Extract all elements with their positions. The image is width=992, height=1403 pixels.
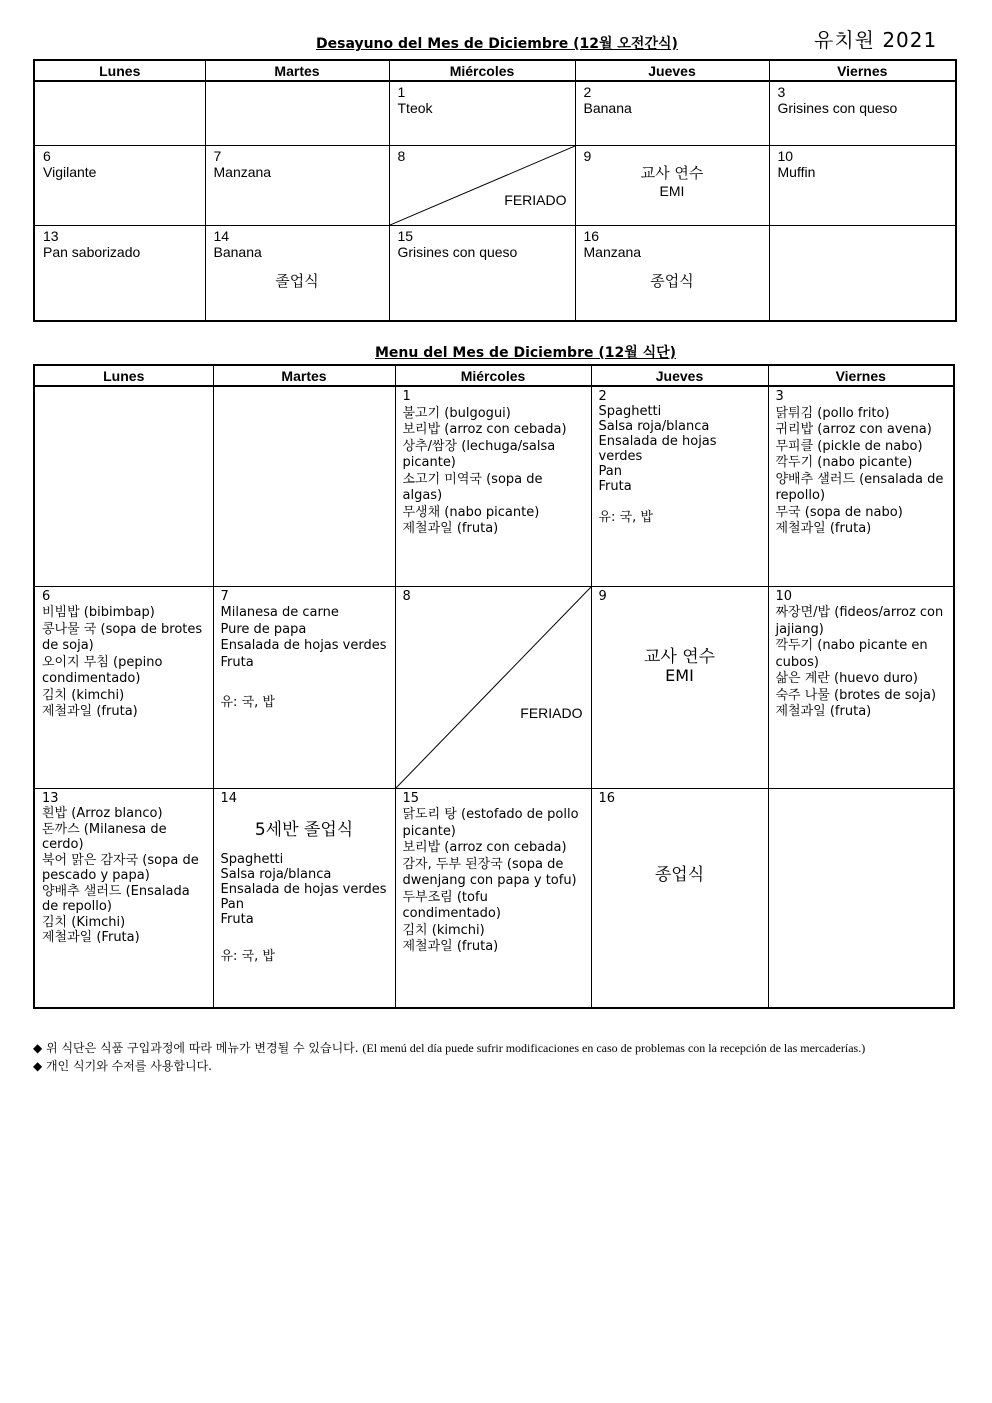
note-menu-change-ko: ◆ 위 식단은 식품 구입과정에 따라 메뉴가 변경될 수 있습니다. <box>33 1041 359 1055</box>
breakfast-cell-dec-10 <box>769 145 956 225</box>
header-miercoles: Miércoles <box>395 365 591 386</box>
day-number: 8 <box>397 147 406 164</box>
note-menu-change <box>33 1039 933 1057</box>
breakfast-item: Manzana <box>213 163 272 180</box>
day-number: 10 <box>777 147 794 164</box>
teacher-training-label: 교사 연수 <box>640 163 704 182</box>
header-jueves: Jueves <box>591 365 768 386</box>
menu-item: 제철과일 (fruta) <box>402 521 499 536</box>
menu-item: 무국 (sopa de nabo) <box>775 504 903 520</box>
menu-item: 보리밥 (arroz con cebada) <box>402 840 567 855</box>
menu-item: 삶은 계란 (huevo duro) <box>775 671 918 686</box>
day-number: 13 <box>43 227 59 244</box>
breakfast-week-1 <box>34 81 956 145</box>
header-viernes: Viernes <box>769 60 956 81</box>
kinder-note: 유: 국, 밥 <box>598 510 653 525</box>
menu-item: 오이지 무침 (pepino condimentado) <box>42 654 163 686</box>
menu-item: 닭튀김 (pollo frito) <box>775 405 890 421</box>
breakfast-cell-dec-3 <box>769 81 956 145</box>
kinder-note: 유: 국, 밥 <box>220 695 275 710</box>
menu-cell-dec-16 <box>591 788 768 1008</box>
menu-item: 비빔밥 (bibimbap) <box>42 605 155 620</box>
breakfast-week-2 <box>34 145 956 225</box>
menu-table <box>33 364 955 1009</box>
day-number: 9 <box>583 147 592 164</box>
breakfast-item: Manzana <box>583 243 642 260</box>
breakfast-table <box>33 59 957 322</box>
menu-item: 흰밥 (Arroz blanco) <box>42 806 163 821</box>
header-miercoles: Miércoles <box>389 60 575 81</box>
holiday-label: FERIADO <box>520 704 583 721</box>
day-number: 8 <box>402 588 411 604</box>
menu-item: 소고기 미역국 (sopa de algas) <box>402 471 543 503</box>
menu-cell-dec-10 <box>768 586 954 788</box>
menu-item: 제철과일 (fruta) <box>402 939 499 954</box>
menu-item: Salsa roja/blanca <box>220 866 332 882</box>
breakfast-cell-dec-13 <box>34 225 205 321</box>
menu-cell-dec-15 <box>395 788 591 1008</box>
breakfast-header-row <box>34 60 956 81</box>
breakfast-cell-empty <box>769 225 956 321</box>
menu-cell-dec-1 <box>395 386 591 586</box>
menu-item: 보리밥 (arroz con cebada) <box>402 422 567 437</box>
menu-cell-dec-14 <box>213 788 395 1008</box>
menu-title: Menu del Mes de Diciembre (12월 식단) <box>375 345 677 361</box>
day-number: 13 <box>42 790 59 806</box>
day-number: 1 <box>402 389 411 404</box>
header-viernes: Viernes <box>768 365 954 386</box>
day-number: 14 <box>213 227 230 244</box>
day-number: 6 <box>42 588 51 604</box>
menu-item: Pan <box>598 464 622 479</box>
menu-item: Milanesa de carne <box>220 605 339 620</box>
breakfast-item: Grisines con queso <box>397 243 518 260</box>
day-number: 15 <box>397 227 414 244</box>
menu-item: 제철과일 (fruta) <box>775 704 872 719</box>
menu-item: 양배추 샐러드 (ensalada de repollo) <box>775 471 944 503</box>
menu-item: 숙주 나물 (brotes de soja) <box>775 687 937 703</box>
menu-cell-dec-3 <box>768 386 954 586</box>
holiday-label: FERIADO <box>504 191 567 208</box>
breakfast-cell-dec-16 <box>575 225 769 321</box>
menu-item: 제철과일 (fruta) <box>42 704 138 719</box>
menu-item: Ensalada de hojas verdes <box>598 434 717 464</box>
day-number: 2 <box>598 389 607 404</box>
menu-item: 제철과일 (Fruta) <box>42 930 140 945</box>
closing-ceremony-label: 종업식 <box>654 865 705 885</box>
kindergarten-brand: 유치원 2021 <box>814 28 938 52</box>
menu-cell-empty <box>213 386 395 586</box>
breakfast-cell-dec-1 <box>389 81 575 145</box>
menu-item: 짜장면/밥 (fideos/arroz con jajiang) <box>775 605 944 637</box>
breakfast-cell-dec-2 <box>575 81 769 145</box>
emi-label: EMI <box>659 182 685 199</box>
menu-week-2 <box>34 586 954 788</box>
menu-item: 무생채 (nabo picante) <box>402 504 540 520</box>
header-martes: Martes <box>213 365 395 386</box>
menu-item: 무피클 (pickle de nabo) <box>775 438 923 454</box>
menu-item: 귀리밥 (arroz con avena) <box>775 422 932 437</box>
menu-header-row <box>34 365 954 386</box>
note-utensils: ◆ 개인 식기와 수저를 사용합니다. <box>33 1059 212 1073</box>
breakfast-item: Grisines con queso <box>777 100 898 116</box>
menu-item: Fruta <box>220 654 254 670</box>
emi-label: EMI <box>665 666 694 685</box>
menu-cell-empty <box>34 386 213 586</box>
menu-item: 불고기 (bulgogui) <box>402 405 511 421</box>
day-number: 3 <box>775 389 784 404</box>
menu-item: 깍두기 (nabo picante) <box>775 455 913 470</box>
menu-item: 감자, 두부 된장국 (sopa de dwenjang con papa y tofu) <box>402 856 577 888</box>
menu-item: Fruta <box>598 479 632 494</box>
menu-item: 상추/쌈장 (lechuga/salsa picante) <box>402 438 556 470</box>
day-number: 3 <box>777 84 786 100</box>
menu-cell-dec-6 <box>34 586 213 788</box>
menu-item: 닭도리 탕 (estofado de pollo picante) <box>402 807 579 839</box>
menu-item: Spaghetti <box>220 851 284 867</box>
day-number: 14 <box>220 790 238 806</box>
menu-item: Ensalada de hojas verdes <box>220 638 387 653</box>
teacher-training-label: 교사 연수 <box>643 647 716 667</box>
breakfast-cell-dec-14 <box>205 225 389 321</box>
note-menu-change-es: (El menú del día puede sufrir modificaciones en caso de problemas con la recepción de las mercaderías.) <box>362 1041 866 1055</box>
menu-item: 깍두기 (nabo picante en cubos) <box>775 638 928 670</box>
breakfast-item: Banana <box>213 243 262 260</box>
day-number: 16 <box>598 790 616 806</box>
menu-week-1 <box>34 386 954 586</box>
menu-item: 북어 맑은 감자국 (sopa de pescado y papa) <box>42 852 199 883</box>
menu-item: Salsa roja/blanca <box>598 419 710 434</box>
breakfast-item: Muffin <box>777 163 816 180</box>
menu-cell-empty <box>768 788 954 1008</box>
menu-item: 김치 (Kimchi) <box>42 914 126 930</box>
header-lunes: Lunes <box>34 365 213 386</box>
graduation-label: 졸업식 <box>275 271 319 290</box>
breakfast-cell-dec-6 <box>34 145 205 225</box>
breakfast-cell-empty <box>205 81 389 145</box>
menu-cell-dec-9 <box>591 586 768 788</box>
kinder-note: 유: 국, 밥 <box>220 948 275 964</box>
menu-item: 양배추 샐러드 (Ensalada de repollo) <box>42 883 190 914</box>
day-number: 7 <box>213 147 222 164</box>
menu-cell-dec-2 <box>591 386 768 586</box>
day-number: 15 <box>402 790 420 806</box>
menu-cell-dec-13 <box>34 788 213 1008</box>
breakfast-cell-dec-15 <box>389 225 575 321</box>
breakfast-cell-dec-7 <box>205 145 389 225</box>
menu-item: 제철과일 (fruta) <box>775 521 872 536</box>
menu-week-3 <box>34 788 954 1008</box>
graduation-label: 5세반 졸업식 <box>254 819 354 840</box>
menu-item: 김치 (kimchi) <box>42 687 125 703</box>
breakfast-item: Banana <box>583 100 632 116</box>
menu-item: Spaghetti <box>598 404 662 419</box>
header-martes: Martes <box>205 60 389 81</box>
menu-cell-dec-7 <box>213 586 395 788</box>
header-jueves: Jueves <box>575 60 769 81</box>
menu-cell-dec-8 <box>395 586 591 788</box>
breakfast-cell-dec-8 <box>389 145 575 225</box>
breakfast-item: Pan saborizado <box>43 243 141 260</box>
breakfast-item: Vigilante <box>43 163 97 180</box>
menu-item: Pure de papa <box>220 621 307 637</box>
day-number: 6 <box>43 147 51 164</box>
breakfast-cell-dec-9 <box>575 145 769 225</box>
day-number: 1 <box>397 84 406 100</box>
menu-item: 두부조림 (tofu condimentado) <box>402 889 501 921</box>
menu-item: 콩나물 국 (sopa de brotes de soja) <box>42 621 203 653</box>
header-lunes: Lunes <box>34 60 205 81</box>
diagonal-line <box>390 146 575 225</box>
menu-item: Pan <box>220 896 244 912</box>
menu-item: Ensalada de hojas verdes <box>220 881 387 897</box>
closing-ceremony-label: 종업식 <box>650 271 694 290</box>
day-number: 2 <box>583 84 592 100</box>
breakfast-item: Tteok <box>397 100 433 116</box>
diagonal-line <box>396 587 591 788</box>
day-number: 7 <box>220 588 229 604</box>
breakfast-cell-empty <box>34 81 205 145</box>
breakfast-title: Desayuno del Mes de Diciembre (12월 오전간식) <box>316 36 678 52</box>
breakfast-week-3 <box>34 225 956 321</box>
menu-item: 돈까스 (Milanesa de cerdo) <box>42 821 167 852</box>
menu-item: 김치 (kimchi) <box>402 922 485 938</box>
day-number: 10 <box>775 588 793 604</box>
notes <box>33 1039 933 1075</box>
menu-item: Fruta <box>220 911 254 927</box>
day-number: 9 <box>598 588 607 604</box>
day-number: 16 <box>583 227 600 244</box>
